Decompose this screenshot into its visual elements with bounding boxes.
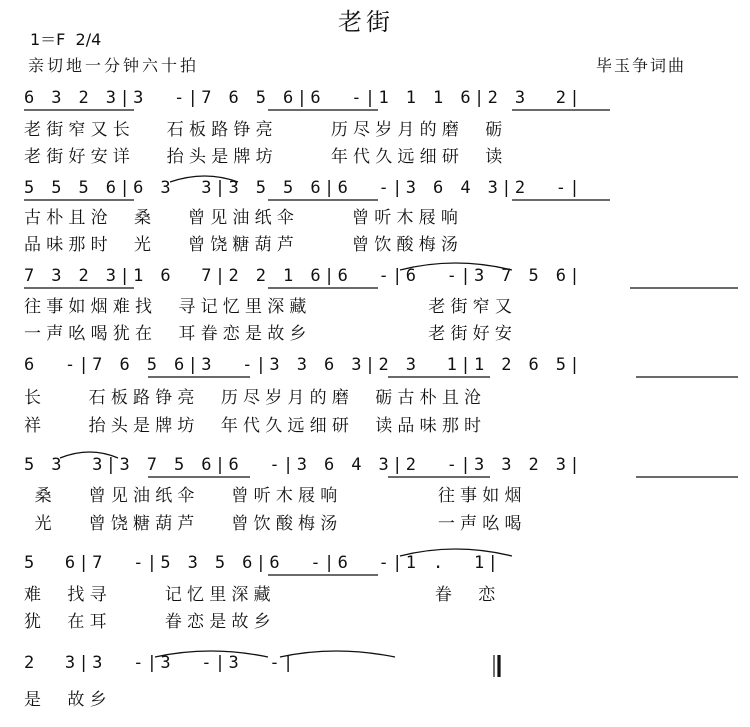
- notation-line-4: 6 -|7 6 5 6|3 -|3 3 6 3|2 3 1|1 2 6 5|: [24, 355, 584, 375]
- lyrics-line-1-verse-1: 老街窄又长 石板路铮亮 历尽岁月的磨 砺: [24, 120, 508, 140]
- tie-mark: [155, 651, 268, 657]
- lyrics-line-1-verse-2: 老街好安详 抬头是牌坊 年代久远细研 读: [24, 147, 508, 167]
- notation-line-1: 6 3 2 3|3 -|7 6 5 6|6 -|1 1 1 6|2 3 2|: [24, 88, 584, 108]
- notation-line-7: 2 3|3 -|3 -|3 -|: [24, 653, 297, 673]
- tie-mark: [170, 176, 238, 182]
- notation-line-3: 7 3 2 3|1 6 7|2 2 1 6|6 -|6 -|3 7 5 6|: [24, 266, 584, 286]
- lyrics-line-2-verse-1: 古朴且沧 桑 曾见油纸伞 曾听木屐响: [24, 208, 464, 228]
- tie-mark: [400, 549, 512, 556]
- lyrics-line-3-verse-2: 一声吆喝犹在 耳眷恋是故乡 老街好安: [24, 324, 518, 344]
- lyrics-line-7-verse-1: 是 故乡: [24, 690, 112, 710]
- song-title: 老街: [338, 8, 394, 36]
- key-time-signature: 1＝F 2/4: [30, 30, 102, 49]
- notation-line-6: 5 6|7 -|5 3 5 6|6 -|6 -|1 . 1|: [24, 553, 502, 573]
- notation-line-2: 5 5 5 6|6 3 3|3 5 5 6|6 -|3 6 4 3|2 -|: [24, 178, 584, 198]
- lyrics-line-4-verse-2: 祥 抬头是牌坊 年代久远细研 读品味那时: [24, 416, 487, 436]
- lyrics-line-4-verse-1: 长 石板路铮亮 历尽岁月的磨 砺古朴且沧: [24, 388, 487, 408]
- tie-mark: [60, 452, 118, 458]
- lyrics-line-6-verse-2: 犹 在耳 眷恋是故乡: [24, 612, 276, 632]
- lyrics-line-5-verse-1: 桑 曾见油纸伞 曾听木屐响 往事如烟: [24, 486, 527, 506]
- notation-line-5: 5 3 3|3 7 5 6|6 -|3 6 4 3|2 -|3 3 2 3|: [24, 455, 584, 475]
- lyrics-line-6-verse-1: 难 找寻 记忆里深藏 眷 恋: [24, 585, 501, 605]
- tie-mark: [400, 263, 512, 270]
- tempo-marking: 亲切地一分钟六十拍: [28, 56, 200, 75]
- lyrics-line-5-verse-2: 光 曾饶糖葫芦 曾饮酸梅汤 一声吆喝: [24, 514, 527, 534]
- lyrics-line-2-verse-2: 品味那时 光 曾饶糖葫芦 曾饮酸梅汤: [24, 235, 464, 255]
- tie-mark: [280, 651, 395, 657]
- credits: 毕玉争词曲: [596, 56, 687, 75]
- lyrics-line-3-verse-1: 往事如烟难找 寻记忆里深藏 老街窄又: [24, 297, 518, 317]
